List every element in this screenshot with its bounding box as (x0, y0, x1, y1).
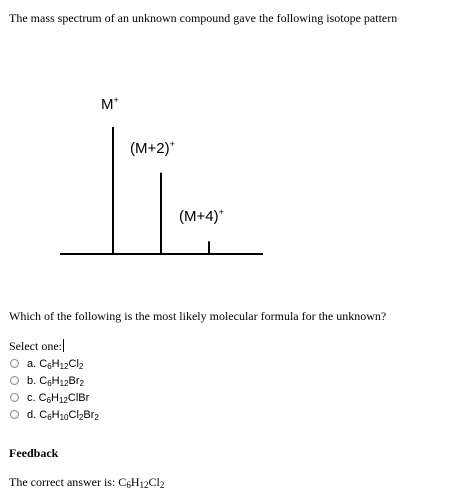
text-cursor (63, 339, 64, 352)
formula-element: Br (68, 374, 80, 387)
option-d-label[interactable]: d. $C_6H_{10}Cl_2Br_2$ (27, 408, 99, 422)
option-c-label[interactable]: c. $C_6H_{12}ClBr$ (27, 391, 90, 405)
formula-subscript: 2 (78, 361, 84, 371)
formula-subscript: 6 (126, 480, 131, 490)
formula-subscript: 6 (47, 378, 52, 388)
formula-subscript: 2 (94, 412, 99, 422)
formula-element: H (51, 408, 60, 421)
formula-element: C (118, 475, 127, 489)
formula-element: ClBr (67, 391, 90, 404)
option-a[interactable] (10, 355, 99, 372)
formula-element: Cl (148, 475, 160, 489)
formula-subscript: 2 (159, 480, 165, 490)
formula-element: H (51, 357, 60, 370)
formula-element: Cl (68, 408, 79, 421)
peak-m-label: M+ (101, 95, 119, 113)
option-a-radio[interactable] (10, 359, 19, 368)
feedback-title: Feedback (9, 446, 59, 460)
answer-options (10, 355, 99, 423)
option-d-radio[interactable] (10, 410, 19, 419)
formula-subscript: 6 (47, 361, 52, 371)
formula-element: C (39, 357, 48, 370)
formula-element: Cl (68, 357, 79, 370)
formula-subscript: 2 (79, 378, 84, 388)
question-prompt: Which of the following is the most likely molecular formula for the unknown? (9, 309, 387, 323)
peak-m2-label: (M+2)+ (130, 139, 175, 157)
formula-element: C (39, 408, 48, 421)
formula-element: Br (83, 408, 95, 421)
option-b[interactable] (10, 372, 99, 389)
option-b-radio[interactable] (10, 376, 19, 385)
formula-subscript: 6 (46, 395, 52, 405)
option-c-radio[interactable] (10, 393, 19, 402)
option-b-label[interactable]: b. $C_6H_{12}Br_2$ (27, 374, 84, 388)
peak-m4-label: (M+4)+ (179, 207, 224, 225)
isotope-pattern-spectrum (56, 88, 271, 263)
option-d[interactable] (10, 406, 99, 423)
formula-subscript: 2 (78, 412, 84, 422)
formula-element: C (38, 391, 47, 404)
formula-subscript: 12 (59, 378, 69, 388)
formula-subscript: 12 (139, 480, 149, 490)
option-a-label[interactable]: a. $C_6H_{12}Cl_2$ (27, 357, 84, 371)
formula-element: H (130, 475, 140, 489)
formula-element: C (39, 374, 48, 387)
formula-subscript: 10 (59, 412, 69, 422)
formula-element: H (51, 391, 59, 404)
formula-subscript: 12 (58, 395, 68, 405)
correct-answer: The correct answer is: $C_6H_{12}Cl_2$ (9, 475, 165, 490)
formula-element: H (51, 374, 60, 387)
formula-subscript: 12 (59, 361, 69, 371)
select-one-label: Select one: (9, 339, 62, 353)
option-c[interactable] (10, 389, 99, 406)
question-intro: The mass spectrum of an unknown compound gave the following isotope pattern (9, 11, 398, 25)
formula-subscript: 6 (47, 412, 52, 422)
